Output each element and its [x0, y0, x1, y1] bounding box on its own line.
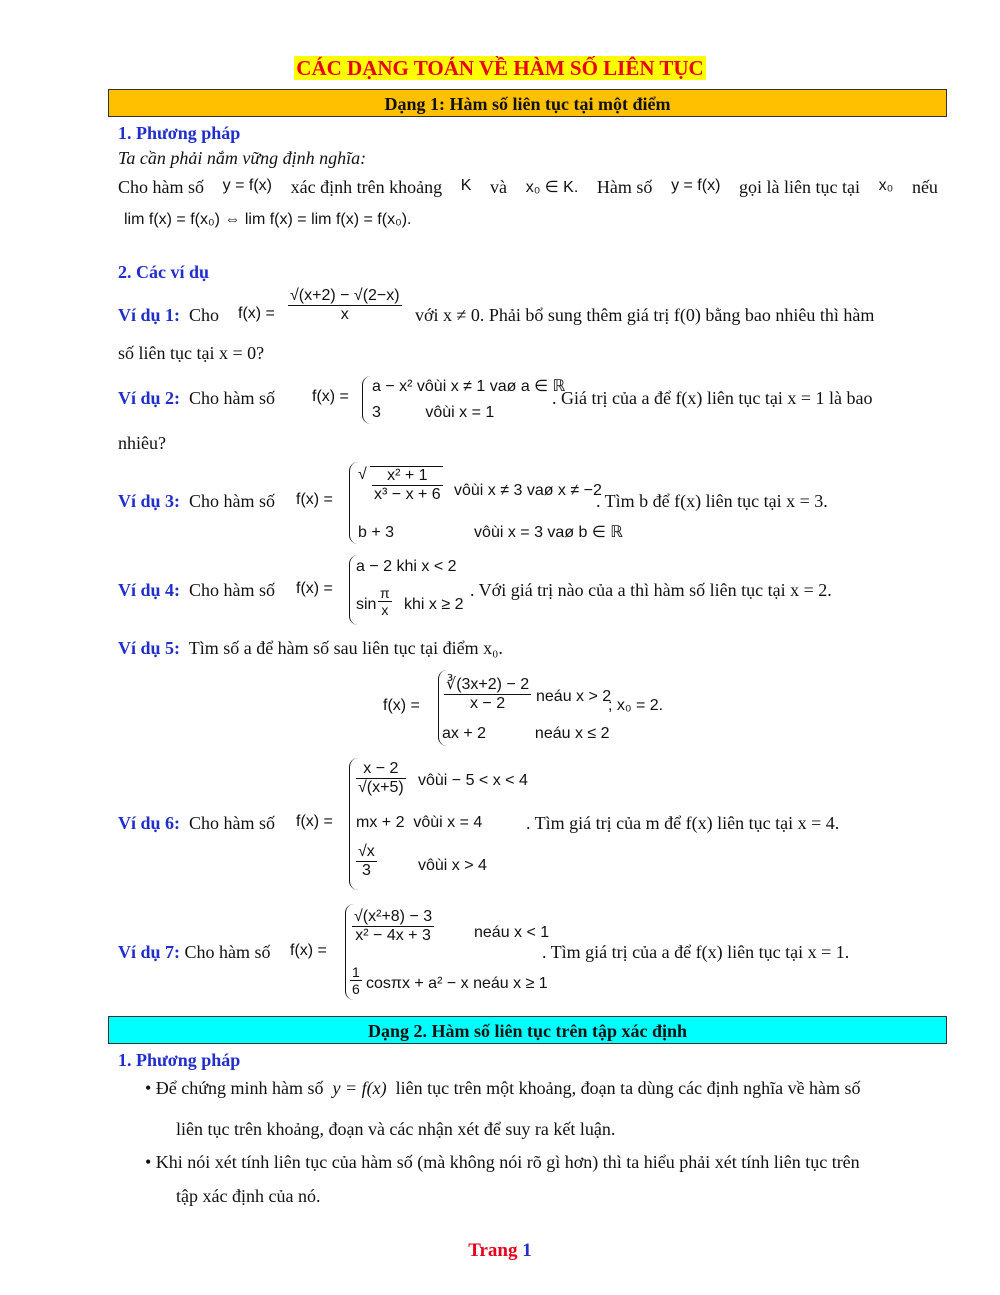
ex2-case-2: 3 vôùi x = 1 — [372, 404, 495, 421]
ex6-fraction-3: $\frac{√x}{3}$ — [358, 843, 375, 879]
example-7: Ví dụ 7: Cho hàm số — [118, 942, 271, 962]
bullet-1-cont: liên tục trên khoảng, đoạn và các nhận xét để suy ra kết luận. — [176, 1119, 616, 1139]
example-4-text: . Với giá trị nào của a thì hàm số liên tục tại x = 2. — [470, 580, 832, 600]
example-7-text: . Tìm giá trị của a để f(x) liên tục tại x = 1. — [542, 942, 850, 962]
section-header-dang2: Dạng 2. Hàm số liên tục trên tập xác định — [108, 1016, 947, 1044]
ex5-x0: ; x₀ = 2. — [608, 697, 664, 714]
method-heading: 1. Phương pháp — [118, 123, 241, 143]
ex5-case-2: ax + 2 neáu x ≤ 2 — [442, 725, 610, 742]
ex3-case-2: b + 3 vôùi x = 3 vaø b ∈ ℝ — [358, 524, 623, 541]
bullet-1: • Để chứng minh hàm số y = f(x) liên tục trên một khoảng, đoạn ta dùng các định nghĩa về hàm số — [145, 1078, 861, 1098]
example-1: Ví dụ 1: Cho — [118, 305, 220, 325]
section-header-dang1: Dạng 1: Hàm số liên tục tại một điểm — [108, 89, 947, 117]
example-5: Ví dụ 5: Tìm số a để hàm số sau liên tục tại điểm x₀. — [118, 638, 503, 658]
ex5-function-lhs: f(x) = — [383, 697, 420, 714]
ex4-fraction: $\frac{\pi}{x}$ — [380, 585, 390, 618]
page-footer — [0, 1240, 1000, 1262]
ex2-function-lhs: f(x) = — [312, 388, 349, 405]
ex7-case-2: cosπx + a² − x neáu x ≥ 1 — [366, 975, 548, 992]
definition-line: Cho hàm số y = f(x) xác định trên khoảng K và x₀ ∈ K. Hàm số y = f(x) gọi là liên tục tại x₀ nếu — [118, 177, 938, 197]
ex6-case-2: mx + 2 vôùi x = 4 — [356, 814, 483, 831]
example-1-text-cont: số liên tục tại x = 0? — [118, 343, 265, 363]
ex7-case-1: neáu x < 1 — [474, 924, 550, 941]
bullet-2-cont: tập xác định của nó. — [176, 1186, 321, 1206]
example-6: Ví dụ 6: Cho hàm số — [118, 813, 276, 833]
ex5-fraction: $\frac{∛(3x+2) - 2}{x - 2}$ — [446, 676, 530, 712]
ex4-function-lhs: f(x) = — [296, 580, 333, 597]
ex7-fraction-1: $\frac{\text{√(x²+8) − 3}}{\text{x² − 4x + 3}}$ — [354, 908, 433, 944]
ex6-fraction-1: $\frac{x - 2}{√(x+5)}$ — [358, 760, 404, 796]
ex2-case-1: a − x² vôùi x ≠ 1 vaø a ∈ ℝ — [372, 378, 566, 395]
example-2-text-cont: nhiêu? — [118, 433, 166, 453]
ex3-fraction: $\frac{\text{x² + 1}}{\text{x³ − x + 6}}$ — [370, 466, 443, 504]
ex7-function-lhs: f(x) = — [290, 942, 327, 959]
ex1-fraction: $\frac{√(x+2) - √(2-x)}{x}$ — [290, 287, 400, 323]
footer-label: Trang — [468, 1240, 518, 1261]
method-intro: Ta cần phải nắm vững định nghĩa: — [118, 148, 367, 168]
ex3-brace — [349, 462, 358, 544]
ex1-function-lhs: f(x) = — [238, 305, 275, 322]
page-title: CÁC DẠNG TOÁN VỀ HÀM SỐ LIÊN TỤC — [296, 56, 704, 80]
example-1-text: với x ≠ 0. Phải bổ sung thêm giá trị f(0) bằng bao nhiêu thì hàm — [415, 305, 875, 325]
ex6-case-3: vôùi x > 4 — [418, 857, 487, 874]
example-2: Ví dụ 2: Cho hàm số — [118, 388, 276, 408]
ex3-function-lhs: f(x) = — [296, 491, 333, 508]
examples-heading: 2. Các ví dụ — [118, 262, 210, 282]
example-3: Ví dụ 3: Cho hàm số — [118, 491, 276, 511]
ex3-sqrt-sign: √ — [358, 466, 367, 483]
ex4-sin: sin — [356, 596, 377, 613]
example-2-text: . Giá trị của a để f(x) liên tục tại x = 1 là bao — [552, 388, 873, 408]
ex2-brace — [362, 376, 371, 424]
method-heading-2: 1. Phương pháp — [118, 1050, 241, 1070]
ex6-function-lhs: f(x) = — [296, 813, 333, 830]
ex4-case-2: khi x ≥ 2 — [404, 596, 464, 613]
bullet-2: • Khi nói xét tính liên tục của hàm số (mà không nói rõ gì hơn) thì ta hiểu phải xét tính liên tục trên — [145, 1152, 860, 1172]
ex6-case-1: vôùi − 5 < x < 4 — [418, 772, 528, 789]
example-3-text: . Tìm b để f(x) liên tục tại x = 3. — [596, 491, 828, 511]
ex4-case-1: a − 2 khi x < 2 — [356, 558, 457, 575]
limit-definition: lim f(x) = f(x₀) ⇔ lim f(x) = lim f(x) = f(x₀). — [124, 211, 412, 228]
ex3-case-1: vôùi x ≠ 3 vaø x ≠ −2 — [454, 482, 602, 499]
page-number: 1 — [522, 1240, 532, 1261]
example-4: Ví dụ 4: Cho hàm số — [118, 580, 276, 600]
example-6-text: . Tìm giá trị của m để f(x) liên tục tại x = 4. — [526, 813, 840, 833]
ex5-case-1: neáu x > 2 — [536, 688, 612, 705]
ex7-fraction-2: $\frac{1}{6}$ — [352, 964, 360, 997]
